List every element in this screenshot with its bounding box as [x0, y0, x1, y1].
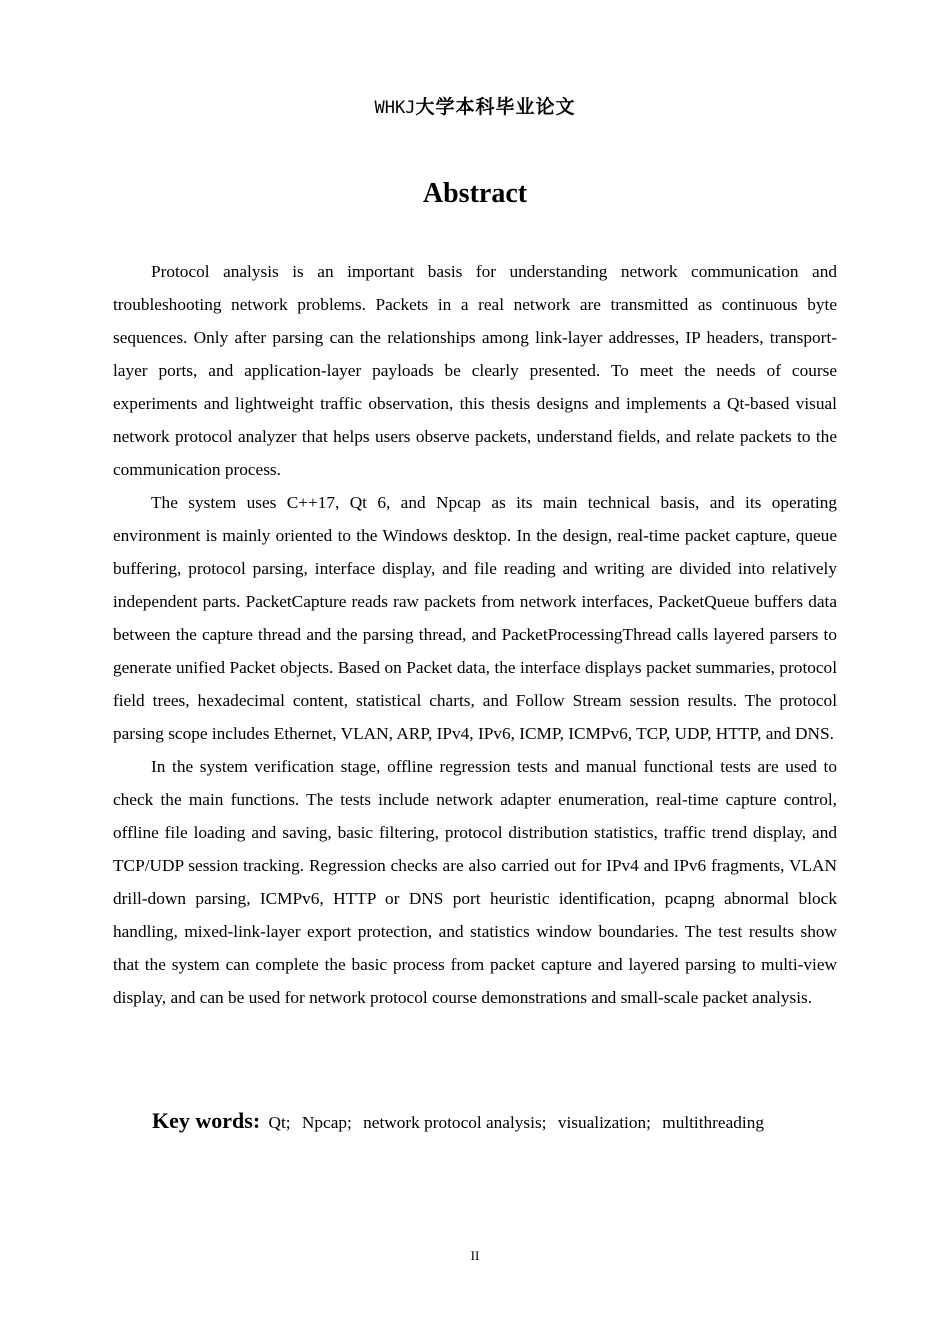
keyword-item: Npcap; [301, 1113, 352, 1132]
keyword-item: Qt; [268, 1113, 291, 1132]
keyword-item: network protocol analysis; [363, 1113, 547, 1132]
abstract-title: Abstract [422, 178, 528, 209]
abstract-paragraph-3: In the system verification stage, offline regression tests and manual functional tests are used to check the main functions. The tests include network adapter enumeration, real-time capture control, offline file loading and saving, basic filtering, protocol distribution statistics, traffic trend display, and TCP/UDP session tracking. Regression checks are also carried out for IPv4 and IPv6 fragments, VLAN drill-down parsing, ICMPv6, HTTP or DNS port heuristic identification, pcapng abnormal block handling, mixed-link-layer export protection, and statistics window boundaries. The test results show that the system can complete the basic process from packet capture and layered parsing to multi-view display, and can be used for network protocol course demonstrations and small-scale packet analysis. [113, 757, 837, 1007]
page-number: II [470, 1248, 480, 1263]
running-head [0, 95, 950, 120]
keyword-item: multithreading [662, 1113, 764, 1132]
keywords-line [152, 1103, 852, 1141]
abstract-paragraph-1: Protocol analysis is an important basis for understanding network communication and troubleshooting network problems. Packets in a real network are transmitted as continuous byte sequences. Only after parsing can the relationships among link-layer addresses, IP headers, transport-layer ports, and application-layer payloads be clearly presented. To meet the needs of course experiments and lightweight traffic observation, this thesis designs and implements a Qt-based visual network protocol analyzer that helps users observe packets, understand fields, and relate packets to the communication process. [113, 262, 837, 479]
running-head-thesis-label: 大学本科毕业论文 [415, 96, 576, 118]
running-head-university-code: WHKJ [374, 98, 416, 118]
keywords-label: Key words: [152, 1108, 261, 1133]
keyword-item: visualization; [557, 1113, 651, 1132]
abstract-paragraph-2: The system uses C++17, Qt 6, and Npcap as its main technical basis, and its operating environment is mainly oriented to the Windows desktop. In the design, real-time packet capture, queue buffering, protocol parsing, interface display, and file reading and writing are divided into relatively independent parts. PacketCapture reads raw packets from network interfaces, PacketQueue buffers data between the capture thread and the parsing thread, and PacketProcessingThread calls layered parsers to generate unified Packet objects. Based on Packet data, the interface displays packet summaries, protocol field trees, hexadecimal content, statistical charts, and Follow Stream session results. The protocol parsing scope includes Ethernet, VLAN, ARP, IPv4, IPv6, ICMP, ICMPv6, TCP, UDP, HTTP, and DNS. [113, 493, 837, 743]
abstract-body [113, 255, 837, 1014]
